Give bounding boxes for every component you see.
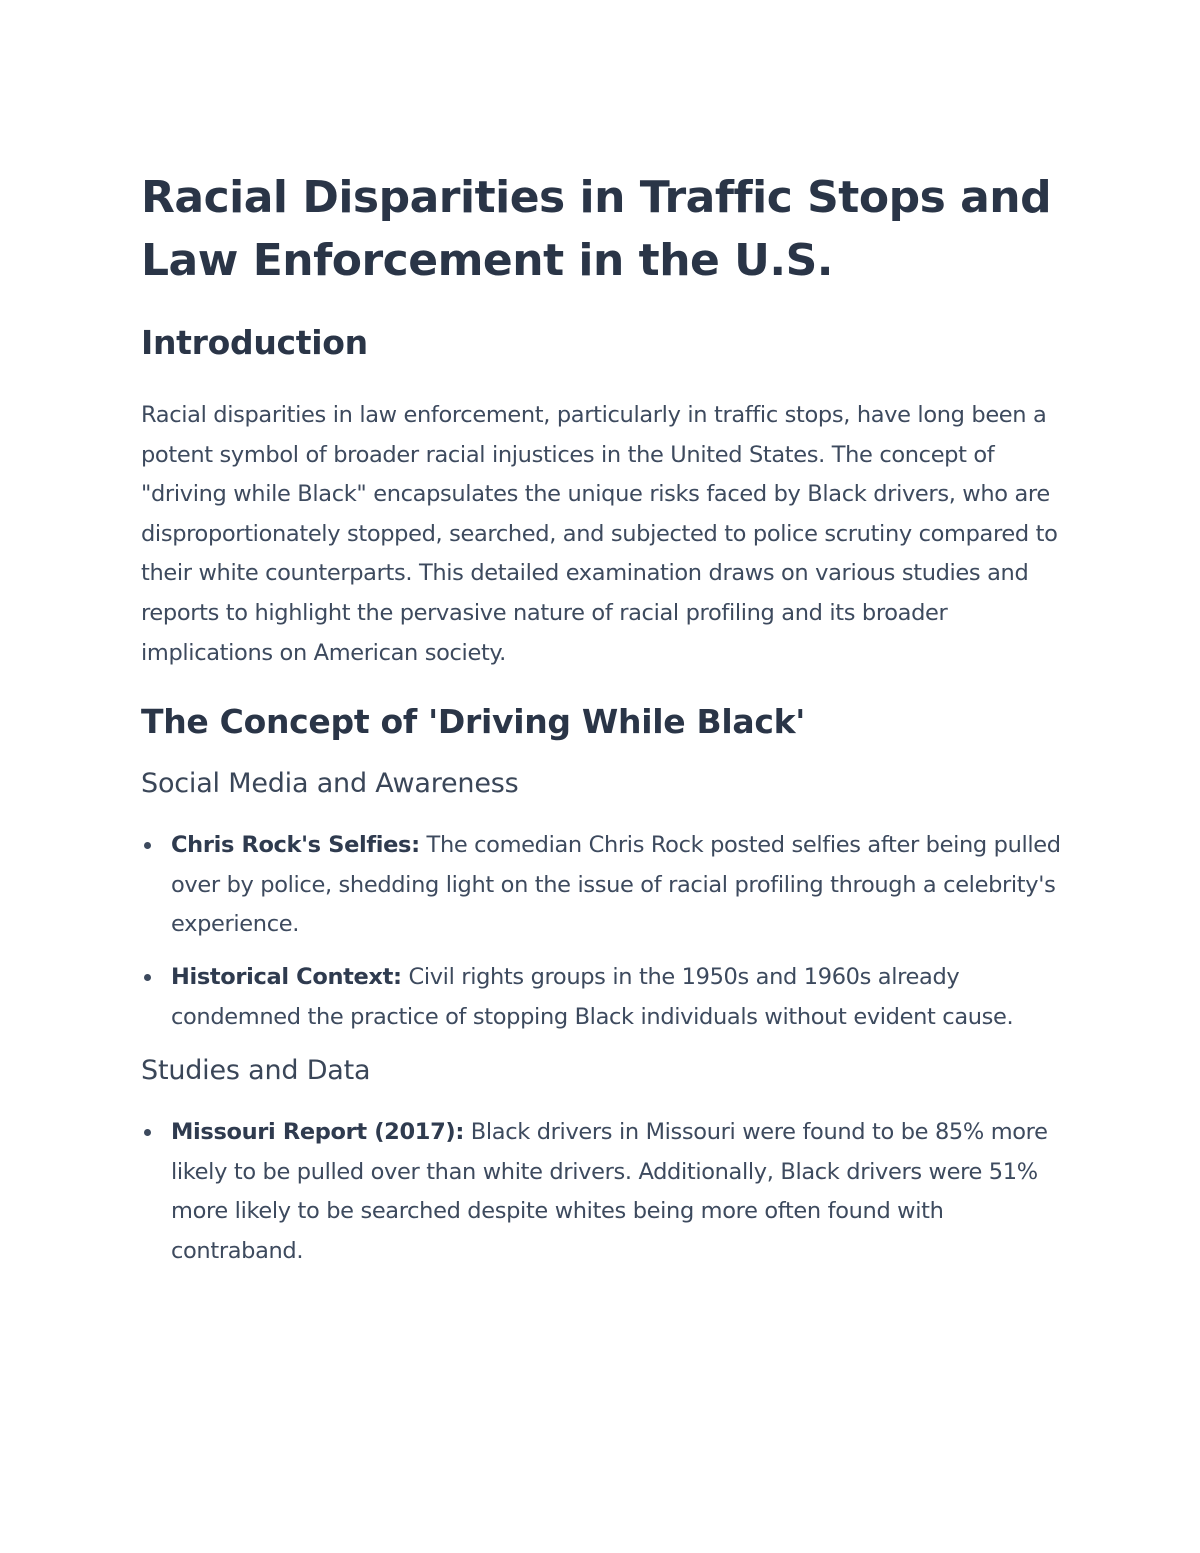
document-page xyxy=(141,166,1071,1272)
studies-heading: Studies and Data xyxy=(141,1055,371,1087)
list-item-term: Missouri Report (2017): xyxy=(171,1119,464,1146)
list-item-term: Historical Context: xyxy=(171,963,402,990)
list-item-term: Chris Rock's Selfies: xyxy=(171,832,420,859)
list-item-text: Black drivers in Missouri were found to be 85% more likely to be pulled over than white drivers. Additionally, Black drivers were 51% more likely to be searched despite whites being more often found with contraband. xyxy=(171,1119,1048,1264)
list-item xyxy=(141,958,1071,1037)
list-item xyxy=(141,1113,1071,1271)
social-media-list xyxy=(141,826,1071,1037)
document-title: Racial Disparities in Traffic Stops and Law Enforcement in the U.S. xyxy=(141,172,1052,286)
concept-heading: The Concept of 'Driving While Black' xyxy=(141,702,806,742)
list-item xyxy=(141,826,1071,945)
social-media-heading: Social Media and Awareness xyxy=(141,768,519,800)
introduction-paragraph: Racial disparities in law enforcement, particularly in traffic stops, have long been a potent symbol of broader racial injustices in the United States. The concept of "driving while Black" encapsulates the unique risks faced by Black drivers, who are disproportionately stopped, searched, and subjected to police scrutiny compared to their white counterparts. This detailed examination draws on various studies and reports to highlight the pervasive nature of racial profiling and its broader implications on American society. xyxy=(141,402,1058,666)
bullet-icon xyxy=(144,974,151,981)
list-item-text: The comedian Chris Rock posted selfies after being pulled over by police, shedding light on the issue of racial profiling through a celebrity's experience. xyxy=(171,832,1061,938)
bullet-icon xyxy=(144,842,151,849)
bullet-icon xyxy=(144,1129,151,1136)
studies-list xyxy=(141,1113,1071,1271)
introduction-heading: Introduction xyxy=(141,323,368,362)
list-item-text: Civil rights groups in the 1950s and 1960s already condemned the practice of stopping Black individuals without evident cause. xyxy=(171,963,1014,1030)
